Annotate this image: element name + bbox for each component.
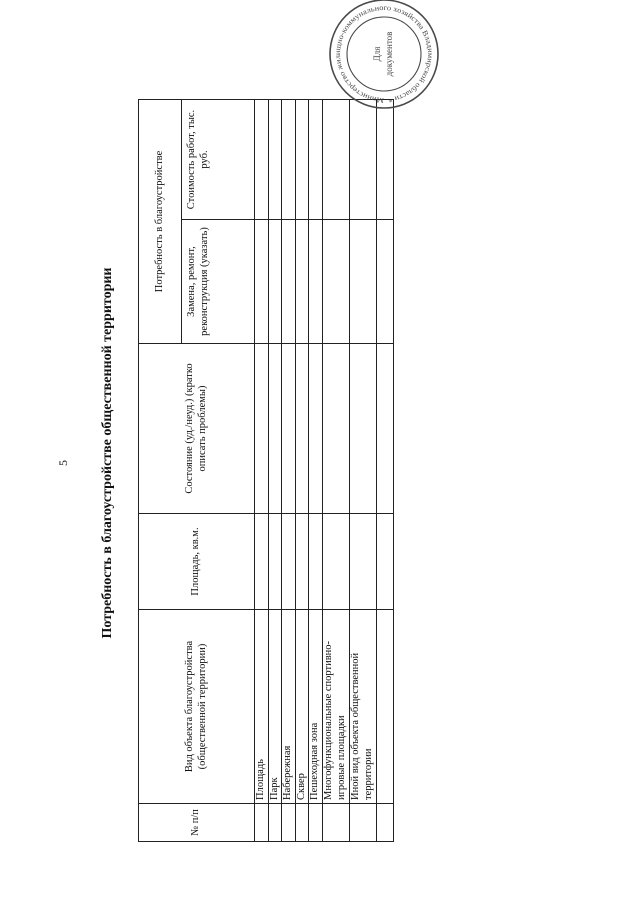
row-object-name: Парк [268, 610, 282, 804]
improvement-needs-table [138, 99, 394, 842]
table-row [282, 100, 296, 842]
svg-text:Для: Для [372, 46, 382, 62]
official-seal-stamp [328, 0, 440, 110]
row-object-name: Сквер [295, 610, 309, 804]
svg-text:Министерство жилищно-коммуналь: Министерство жилищно-коммунального хозяйства Владимирской области * [332, 2, 436, 106]
header-area: Площадь, кв.м. [139, 514, 255, 610]
header-replacement: Замена, ремонт, реконструкция (указать) [182, 220, 255, 344]
table-row [349, 100, 376, 842]
row-object-name: Многофункциональные спортивно-игровые площадки [322, 610, 349, 804]
header-row-1 [139, 100, 182, 842]
table-row [322, 100, 349, 842]
header-cost: Стоимость работ, тыс. руб. [182, 100, 255, 220]
svg-text:документов: документов [384, 31, 394, 77]
header-num: № п/п [139, 804, 255, 842]
table-row [255, 100, 269, 842]
row-object-name: Иной вид объекта общественной территории [349, 610, 376, 804]
row-object-name: Площадь [255, 610, 269, 804]
header-object-type: Вид объекта благоустройства (общественной территории) [139, 610, 255, 804]
row-object-name: Набережная [282, 610, 296, 804]
page-number: 5 [56, 460, 70, 466]
table-row [268, 100, 282, 842]
row-object-name: Пешеходная зона [309, 610, 323, 804]
document-title: Потребность в благоустройстве общественной территории [100, 267, 115, 639]
table-row [309, 100, 323, 842]
header-state: Состояние (уд./неуд.) (кратко описать проблемы) [139, 344, 255, 514]
table-row [376, 100, 393, 842]
header-need: Потребность в благоустройстве [139, 100, 182, 344]
table-row [295, 100, 309, 842]
